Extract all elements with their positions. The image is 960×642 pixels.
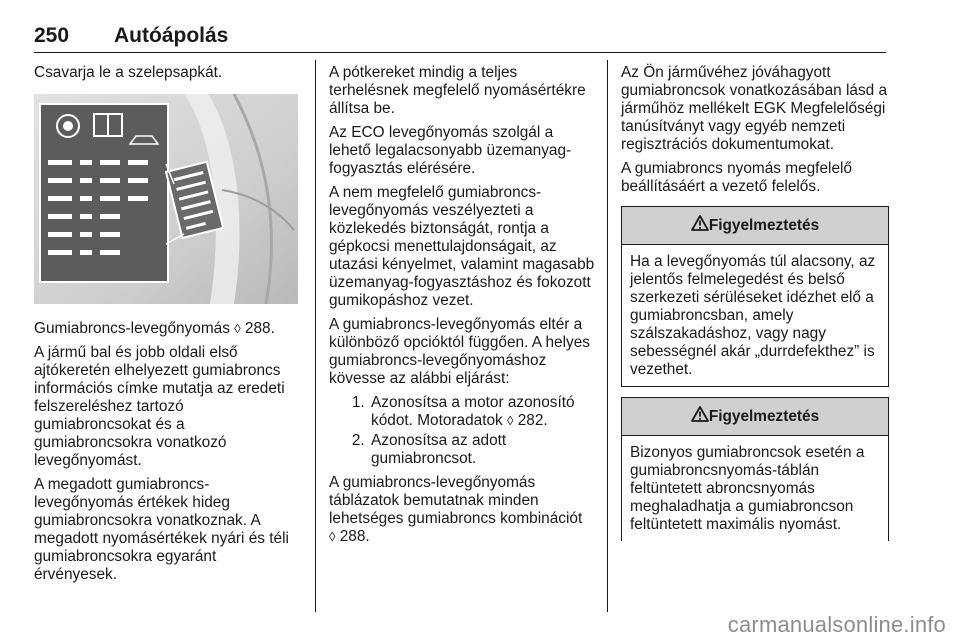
page-ref[interactable]: 282. (513, 412, 548, 429)
warning-body: Ha a levegőnyomás túl alacsony, az jelentős felmelegedést és belső szerkezeti sérüléseket idézhet elő a gumiabroncsban, amely szálszakadáshoz, vagy nagy sebességnél akár „durrdefekthez” is vezethet. (630, 253, 876, 378)
chapter-title: Autóápolás (114, 24, 229, 47)
list-item: 1. Azonosítsa a motor azonosító kódot. Motoradatok ◊ 282. (369, 394, 597, 430)
paragraph: A jármű bal és jobb oldali első ajtókeretén elhelyezett gumiabroncs információs címke mutatja az eredeti felszereléshez tartozó gumiabroncsokat és a gumiabroncsokra vonatkozó levegőnyomást. (34, 344, 285, 469)
watermark: carmanualsonline.info (727, 612, 946, 637)
warning-title: Figyelmeztetés (622, 398, 888, 436)
paragraph: A gumiabroncs nyomás megfelelő beállításáért a vezető felelős. (621, 160, 852, 195)
paragraph: Csavarja le a szelepsapkát. (34, 64, 223, 81)
page-header (34, 22, 886, 53)
column-right (621, 64, 889, 551)
warning-box (621, 397, 889, 541)
tire-pressure-label-image (34, 94, 298, 304)
paragraph: Az Ön járművéhez jóváhagyott gumiabroncsok vonatkozásában lásd a járműhöz mellékelt EGK Megfelelőségi tanúsítványt vagy egyéb nemzeti regisztrációs dokumentumokat. (621, 64, 888, 153)
column-left (34, 64, 300, 590)
warning-triangle-icon (691, 215, 709, 231)
list-item: 2. Azonosítsa az adott gumiabroncsot. (369, 432, 597, 468)
arrow-ref-icon: ◊ (507, 413, 514, 428)
paragraph: A pótkereket mindig a teljes terhelésnek megfelelő nyomásértékre állítsa be. (329, 64, 586, 117)
figure-caption: Gumiabroncs-levegőnyomás ◊ 288. (34, 320, 275, 337)
column-middle (329, 64, 597, 552)
warning-body: Bizonyos gumiabroncsok esetén a gumiabroncsnyomás-táblán feltüntetett abroncsnyomás meghaladhatja a gumiabroncson feltüntetett maximális nyomást. (630, 444, 865, 533)
column-divider-2 (607, 60, 608, 612)
tire-label-photo (34, 94, 298, 304)
paragraph: A gumiabroncs-levegőnyomás eltér a különböző opcióktól függően. A helyes gumiabroncs-levegőnyomáshoz kövesse az alábbi eljárást: (329, 316, 590, 387)
warning-box (621, 206, 889, 387)
paragraph: A nem megfelelő gumiabroncs-levegőnyomás veszélyezteti a közlekedés biztonságát, rontja a gépkocsi menettulajdonságait, az utazási kényelmet, valamint magasabb üzemanyag-fogyasztáshoz és fokozott gumikopáshoz vezet. (329, 184, 595, 309)
page-ref[interactable]: 288. (335, 528, 370, 545)
arrow-ref-icon: ◊ (329, 529, 336, 544)
paragraph: A gumiabroncs-levegőnyomás táblázatok bemutatnak minden lehetséges gumiabroncs kombinációt ◊ 288. (329, 474, 583, 545)
arrow-ref-icon: ◊ (234, 321, 241, 336)
column-divider-1 (315, 60, 316, 612)
paragraph: Az ECO levegőnyomás szolgál a lehető legalacsonyabb üzemanyag-fogyasztás elérésére. (329, 124, 572, 177)
procedure-list (329, 394, 597, 468)
warning-title: Figyelmeztetés (622, 207, 888, 245)
page-ref[interactable]: 288. (240, 320, 275, 337)
warning-triangle-icon (691, 406, 709, 422)
paragraph: A megadott gumiabroncs-levegőnyomás értékek hideg gumiabroncsokra vonatkoznak. A megadott nyomásértékek nyári és téli gumiabroncsokra egyaránt érvényesek. (34, 476, 289, 583)
page-number: 250 (34, 24, 70, 47)
